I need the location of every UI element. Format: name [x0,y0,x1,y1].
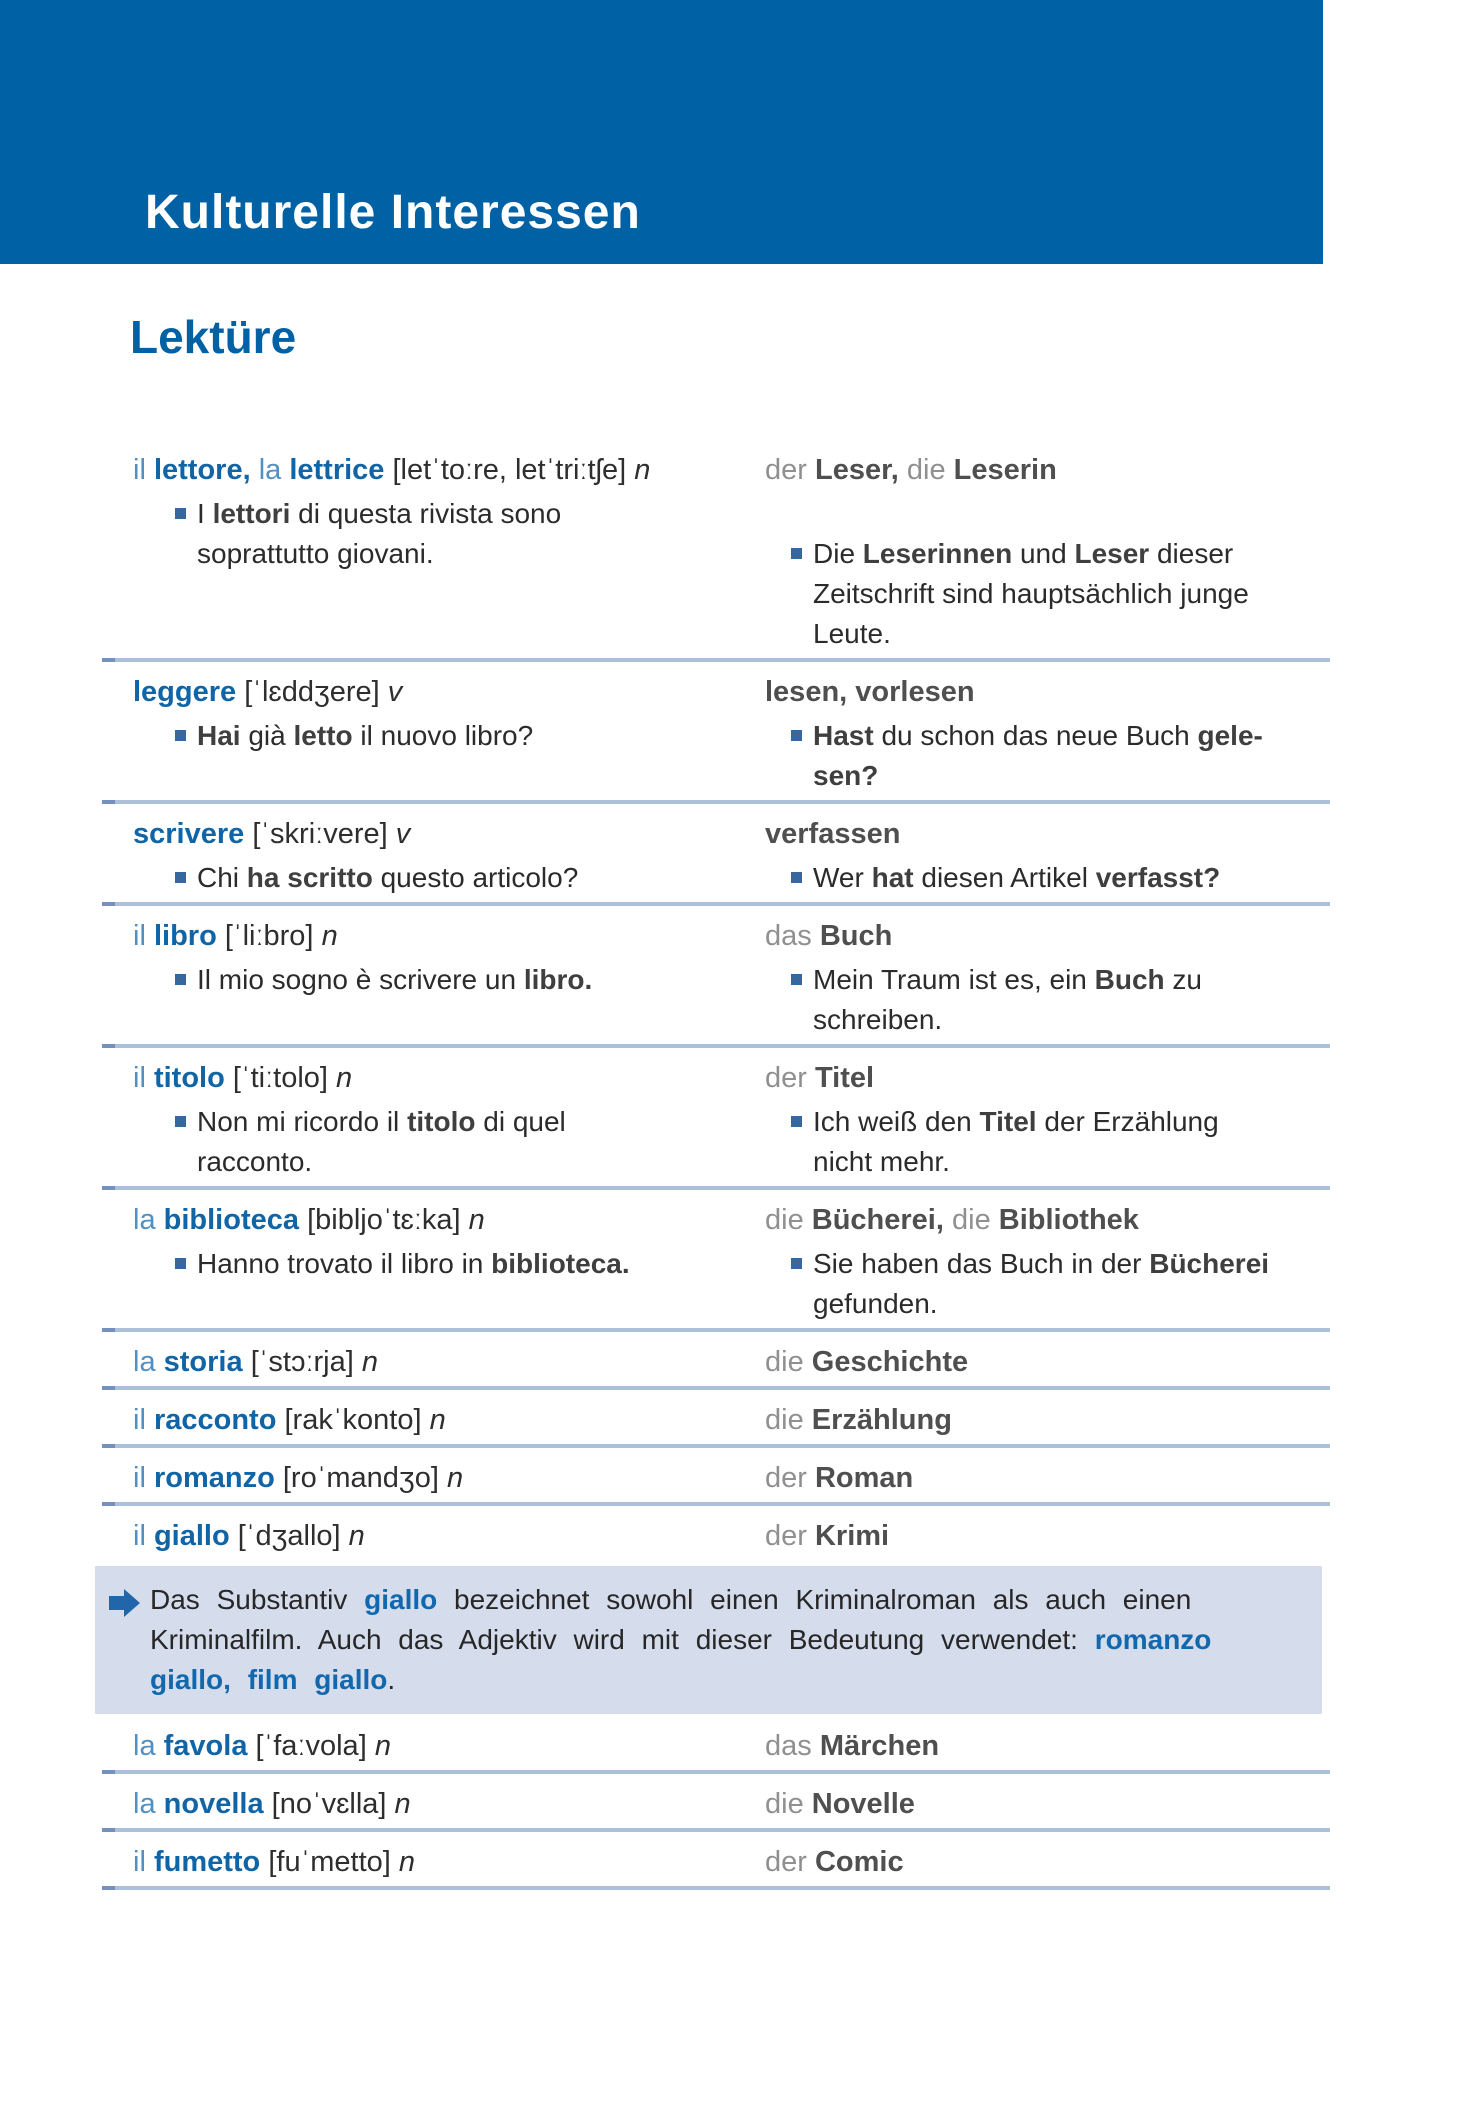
vocab-entry [0,1390,1477,1444]
vocab-entry [0,1190,1477,1328]
b-segment: ha scritto [246,862,373,893]
entry-divider [102,1186,1330,1190]
german-column [765,1342,1330,1382]
german-headline [765,1342,1330,1382]
italian-example [133,494,765,574]
italian-headline [133,1342,765,1382]
german-column [765,1400,1330,1440]
phonetic-transcription: [ˈlɛddʒere] [244,676,380,708]
text-segment: nicht mehr. [813,1146,950,1177]
vocab-entry [0,440,1477,658]
phonetic-transcription: [fuˈmetto] [268,1846,391,1878]
it-hw-segment: giallo [153,1520,230,1552]
italian-column [133,1726,765,1766]
text-segment: bezeichnet sowohl einen Kriminalroman als auch einen [437,1584,1192,1615]
de-hw-segment: verfassen [765,818,901,850]
phonetic-transcription: [bibljoˈtɛːka] [307,1204,461,1236]
text-segment: dieser [1149,538,1234,569]
de-art-segment: die [765,1404,812,1436]
german-headline [765,1400,1330,1440]
de-art-segment: die [898,454,954,486]
german-column [765,916,1330,1040]
italian-column [133,1400,765,1440]
de-hw-segment: lesen, vorlesen [765,676,975,708]
it-hw-segment: libro [153,920,217,952]
de-art-segment: der [765,1062,815,1094]
text-segment: Mein Traum ist es, ein [813,964,1095,995]
italian-example [133,716,765,756]
de-art-segment: das [765,1730,820,1762]
text-segment: zu [1164,964,1203,995]
it-hw-segment: leggere [133,676,237,708]
de-hw-segment: Krimi [814,1520,890,1552]
text-segment: Das Substantiv [150,1584,365,1615]
german-headline [765,814,1330,854]
arrow-right-icon [109,1596,124,1610]
entry-divider [102,1828,1330,1832]
part-of-speech-label: n [398,1846,416,1878]
text-segment: Non mi ricordo il [197,1106,408,1137]
german-example-text [813,858,1220,898]
text-segment: Il mio sogno è scrivere un [197,964,524,995]
it-art-segment: il [133,1404,154,1436]
chapter-title: Kulturelle Interessen [145,186,641,239]
text-segment: Chi [197,862,247,893]
b-segment: Leser [1074,538,1150,569]
de-art-segment: der [765,1846,815,1878]
text-segment: schreiben. [813,1004,943,1035]
de-hw-segment: Buch [819,920,893,952]
entry-divider [102,1770,1330,1774]
entry-divider [102,1886,1330,1890]
phonetic-transcription: [ˈliːbro] [224,920,314,952]
it-art-segment: la [133,1788,164,1820]
entry-divider [102,1328,1330,1332]
de-art-segment: das [765,920,820,952]
chapter-header [0,0,1323,264]
de-art-segment: der [765,1520,815,1552]
de-hw-segment: Erzählung [811,1404,952,1436]
italian-example-text [197,494,561,574]
italian-column [133,450,765,654]
italian-example [133,858,765,898]
phonetic-transcription: [ˈtiːtolo] [232,1062,328,1094]
italian-headline [133,1784,765,1824]
italian-headline [133,1400,765,1440]
it-art-segment: la [133,1730,164,1762]
german-example [765,1102,1330,1182]
text-segment: Hanno trovato il libro in [197,1248,492,1279]
b-segment: lettori [212,498,291,529]
part-of-speech-label: n [429,1404,446,1436]
de-hw-segment: Bücherei, [811,1204,944,1236]
italian-example [133,960,765,1000]
de-art-segment: die [765,1788,812,1820]
vocab-entry [0,1714,1477,1770]
phonetic-transcription: [ˈstɔːrja] [250,1346,354,1378]
german-column [765,814,1330,898]
german-headline [765,1516,1330,1556]
b-segment: gele- [1197,720,1263,751]
italian-headline [133,1458,765,1498]
italian-headline [133,672,765,712]
it-art-segment: la [133,1346,164,1378]
de-art-segment: der [765,454,815,486]
entry-divider [102,1502,1330,1506]
it-art-segment: il [133,920,154,952]
german-example-text [813,960,1202,1040]
blue-segment: film giallo [247,1664,388,1695]
german-example-text [813,534,1249,654]
it-art-segment: il [133,1846,154,1878]
part-of-speech-label: v [395,818,411,850]
text-segment: diesen Artikel [913,862,1096,893]
part-of-speech-label: n [336,1062,353,1094]
german-headline [765,450,1330,490]
b-segment: verfasst? [1095,862,1221,893]
entry-divider [102,902,1330,906]
bullet-square-icon [175,508,186,519]
b-segment: Leserinnen [862,538,1013,569]
part-of-speech-label: n [321,920,338,952]
de-hw-segment: Novelle [811,1788,915,1820]
german-example-text [813,1244,1269,1324]
german-example [765,716,1330,796]
text-segment: questo articolo? [372,862,579,893]
de-hw-segment: Titel [814,1062,875,1094]
b-segment: biblioteca. [491,1248,630,1279]
italian-example [133,1102,765,1182]
german-example [765,534,1330,654]
de-hw-segment: Comic [814,1846,904,1878]
text-segment: und [1012,538,1075,569]
note-box [95,1566,1322,1714]
it-hw-segment: storia [163,1346,243,1378]
de-hw-segment: Märchen [819,1730,940,1762]
italian-column [133,1784,765,1824]
de-hw-segment: Bibliothek [998,1204,1139,1236]
bullet-square-icon [791,872,802,883]
b-segment: letto [293,720,353,751]
part-of-speech-label: n [446,1462,464,1494]
italian-example-text [197,1244,630,1284]
b-segment: Bücherei [1149,1248,1270,1279]
german-column [765,1784,1330,1824]
german-example-text [813,1102,1219,1182]
blue-segment: giallo, [150,1664,231,1695]
italian-column [133,1200,765,1324]
italian-example-text [197,960,592,1000]
german-column [765,672,1330,796]
it-hw-segment: titolo [153,1062,225,1094]
german-column [765,1726,1330,1766]
italian-column [133,1842,765,1882]
vocab-entry [0,1448,1477,1502]
italian-headline [133,450,765,490]
text-segment: racconto. [197,1146,313,1177]
vocab-entry [0,662,1477,800]
vocab-entry [0,804,1477,902]
italian-example-text [197,858,578,898]
german-headline [765,1784,1330,1824]
text-segment: già [240,720,294,751]
phonetic-transcription: [ˈfaːvola] [255,1730,367,1762]
german-column [765,1200,1330,1324]
it-hw-segment: lettrice [289,454,385,486]
b-segment: Hai [197,720,241,751]
bullet-square-icon [175,730,186,741]
italian-headline [133,1726,765,1766]
italian-column [133,672,765,796]
phonetic-transcription: [noˈvɛlla] [271,1788,387,1820]
vocab-entry [0,1048,1477,1186]
entry-divider [102,1386,1330,1390]
vocab-entry [0,906,1477,1044]
german-example-text [813,716,1263,796]
text-segment: der Erzählung [1036,1106,1219,1137]
part-of-speech-label: n [634,454,651,486]
it-art-segment: la [133,1204,164,1236]
phonetic-transcription: [rakˈkonto] [284,1404,422,1436]
italian-column [133,1058,765,1182]
bullet-square-icon [175,1258,186,1269]
phonetic-transcription: [ˈdʒallo] [237,1520,341,1552]
text-segment: Sie haben das Buch in der [813,1248,1150,1279]
text-segment: Leute. [813,618,891,649]
part-of-speech-label: n [468,1204,485,1236]
vocab-entry [0,1774,1477,1828]
part-of-speech-label: v [387,676,403,708]
part-of-speech-label: n [394,1788,411,1820]
italian-headline [133,916,765,956]
german-column [765,1516,1330,1556]
it-art-segment: il [133,1520,154,1552]
vocab-entry [0,1332,1477,1386]
de-hw-segment: Geschichte [811,1346,969,1378]
bullet-square-icon [791,730,802,741]
bullet-square-icon [175,974,186,985]
italian-column [133,814,765,898]
italian-headline [133,814,765,854]
german-column [765,1058,1330,1182]
b-segment: Hast [813,720,874,751]
italian-column [133,916,765,1040]
text-segment: Zeitschrift sind hauptsächlich junge [813,578,1249,609]
italian-example [133,1244,765,1284]
blue-segment: romanzo [1094,1624,1212,1655]
vocab-entry [0,1506,1477,1560]
bullet-square-icon [791,1116,802,1127]
blue-segment: giallo [364,1584,438,1615]
de-art-segment: die [765,1204,812,1236]
italian-headline [133,1200,765,1240]
german-column [765,1458,1330,1498]
it-hw-segment: biblioteca [163,1204,299,1236]
german-headline [765,1458,1330,1498]
italian-headline [133,1842,765,1882]
text-segment: . [387,1664,396,1695]
text-segment: Kriminalfilm. Auch das Adjektiv wird mit dieser Bedeutung verwendet: [150,1624,1095,1655]
vocab-list [0,440,1477,1890]
italian-column [133,1342,765,1382]
b-segment: hat [871,862,914,893]
text-segment: du schon das neue Buch [873,720,1198,751]
it-hw-segment: novella [163,1788,264,1820]
italian-column [133,1516,765,1556]
text-segment: gefunden. [813,1288,938,1319]
german-column [765,1842,1330,1882]
de-hw-segment: Leserin [953,454,1057,486]
it-art-segment: il [133,1462,154,1494]
it-hw-segment: lettore, [153,454,251,486]
b-segment: Buch [1094,964,1165,995]
it-hw-segment: favola [163,1730,248,1762]
de-hw-segment: Leser, [814,454,899,486]
text-segment: Wer [813,862,872,893]
text-segment: il nuovo libro? [352,720,534,751]
german-headline [765,1842,1330,1882]
text-segment: di quel [475,1106,566,1137]
it-art-segment: la [250,454,290,486]
it-art-segment: il [133,454,154,486]
vocab-entry [0,1832,1477,1886]
note-text [150,1580,1310,1700]
part-of-speech-label: n [374,1730,391,1762]
entry-divider [102,1044,1330,1048]
it-hw-segment: scrivere [133,818,245,850]
b-segment: sen? [813,760,879,791]
bullet-square-icon [791,974,802,985]
part-of-speech-label: n [361,1346,379,1378]
german-column [765,450,1330,654]
text-segment: I [197,498,213,529]
german-headline [765,916,1330,956]
phonetic-transcription: [ˈskriːvere] [252,818,388,850]
entry-divider [102,1444,1330,1448]
it-hw-segment: racconto [153,1404,277,1436]
italian-column [133,1458,765,1498]
phonetic-transcription: [roˈmandʒo] [282,1462,439,1494]
section-title: Lektüre [130,311,297,363]
text-segment [231,1664,248,1695]
de-art-segment: der [765,1462,815,1494]
de-hw-segment: Roman [814,1462,914,1494]
phonetic-transcription: [letˈtoːre, letˈtriːtʃe] [392,454,627,486]
bullet-square-icon [175,872,186,883]
it-hw-segment: romanzo [153,1462,275,1494]
entry-divider [102,658,1330,662]
text-segment: di questa rivista sono [290,498,562,529]
bullet-square-icon [791,1258,802,1269]
german-headline [765,672,1330,712]
italian-example-text [197,1102,566,1182]
italian-example-text [197,716,533,756]
it-hw-segment: fumetto [153,1846,261,1878]
german-headline [765,1200,1330,1240]
bullet-square-icon [175,1116,186,1127]
german-example [765,960,1330,1040]
german-headline [765,1058,1330,1098]
bullet-square-icon [791,548,802,559]
b-segment: Titel [979,1106,1037,1137]
german-headline [765,1726,1330,1766]
de-art-segment: die [765,1346,812,1378]
de-art-segment: die [943,1204,999,1236]
b-segment: libro. [523,964,593,995]
entry-divider [102,800,1330,804]
text-segment: soprattutto giovani. [197,538,434,569]
italian-headline [133,1058,765,1098]
text-segment: Ich weiß den [813,1106,980,1137]
it-art-segment: il [133,1062,154,1094]
text-segment: Die [813,538,863,569]
german-example [765,858,1330,898]
italian-headline [133,1516,765,1556]
german-example [765,1244,1330,1324]
b-segment: titolo [407,1106,476,1137]
part-of-speech-label: n [348,1520,365,1552]
